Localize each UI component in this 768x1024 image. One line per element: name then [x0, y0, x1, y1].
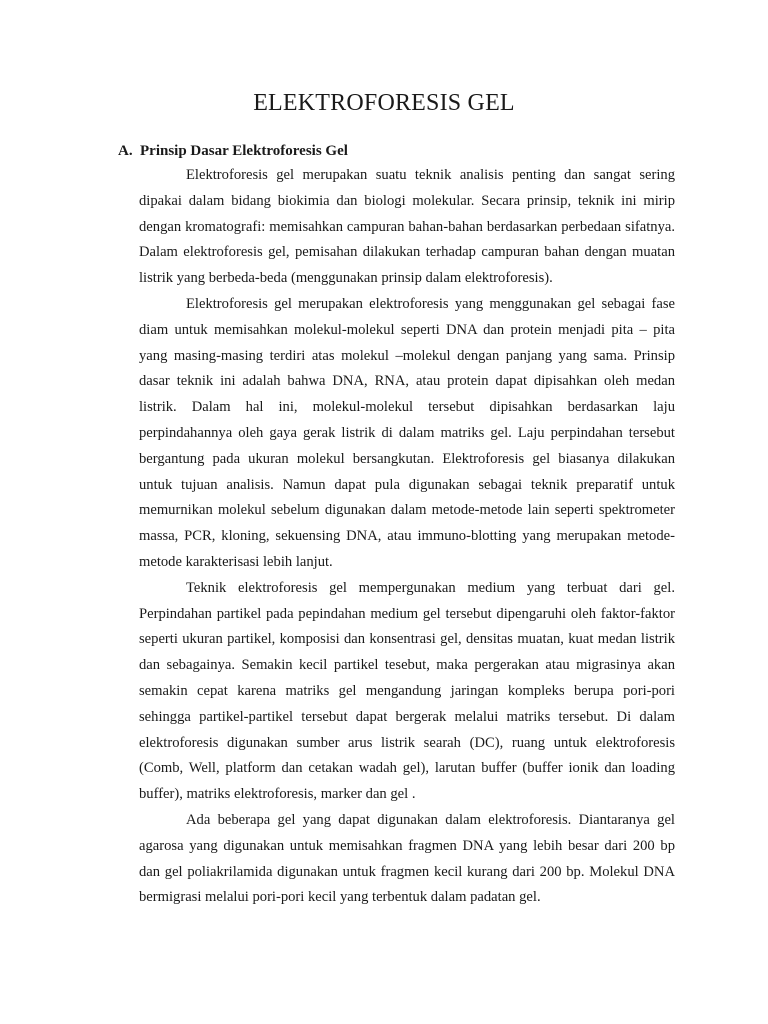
paragraph: Elektroforesis gel merupakan elektroforesis yang menggunakan gel sebagai fase diam untuk memisahkan molekul-molekul seperti DNA dan protein menjadi pita – pita yang masing-masing terdiri atas molekul –molekul dengan panjang yang sama. Prinsip dasar teknik ini adalah bahwa DNA, RNA, atau protein dapat dipisahkan oleh medan listrik. Dalam hal ini, molekul-molekul tersebut dipisahkan berdasarkan laju perpindahannya oleh gaya gerak listrik di dalam matriks gel. Laju perpindahan tersebut bergantung pada ukuran molekul bersangkutan. Elektroforesis gel biasanya dilakukan untuk tujuan analisis. Namun dapat pula digunakan sebagai teknik preparatif untuk memurnikan molekul sebelum digunakan dalam metode-metode lain seperti spektrometer massa, PCR, kloning, sekuensing DNA, atau immuno-blotting yang merupakan metode-metode karakterisasi lebih lanjut. — [139, 295, 675, 570]
document-title: ELEKTROFORESIS GEL — [253, 90, 515, 116]
section-number: A. — [118, 143, 133, 159]
paragraph: Teknik elektroforesis gel mempergunakan medium yang terbuat dari gel. Perpindahan partikel pada pepindahan medium gel tersebut dipengaruhi oleh faktor-faktor seperti ukuran partikel, komposisi dan konsentrasi gel, densitas muatan, kuat medan listrik dan sebagainya. Semakin kecil partikel tesebut, maka pergerakan atau migrasinya akan semakin cepat karena matriks gel mengandung jaringan kompleks berupa pori-pori sehingga partikel-partikel tersebut dapat bergerak melalui matriks tersebut. Di dalam elektroforesis digunakan sumber arus listrik searah (DC), ruang untuk elektroforesis (Comb, Well, platform dan cetakan wadah gel), larutan buffer (buffer ionik dan loading buffer), matriks elektroforesis, marker dan gel . — [139, 579, 675, 803]
body-text — [139, 163, 675, 911]
section-heading-text: Prinsip Dasar Elektroforesis Gel — [140, 143, 348, 159]
paragraph: Elektroforesis gel merupakan suatu teknik analisis penting dan sangat sering dipakai dalam bidang biokimia dan biologi molekular. Secara prinsip, teknik ini mirip dengan kromatografi: memisahkan campuran bahan-bahan berdasarkan perbedaan sifatnya. Dalam elektroforesis gel, pemisahan dilakukan terhadap campuran bahan dengan muatan listrik yang berbeda-beda (menggunakan prinsip dalam elektroforesis). — [139, 167, 675, 287]
section-heading — [118, 141, 348, 161]
paragraph: Ada beberapa gel yang dapat digunakan dalam elektroforesis. Diantaranya gel agarosa yang digunakan untuk memisahkan fragmen DNA yang lebih besar dari 200 bp dan gel poliakrilamida digunakan untuk fragmen kecil kurang dari 200 bp. Molekul DNA bermigrasi melalui pori-pori kecil yang terbentuk dalam padatan gel. — [139, 811, 675, 906]
